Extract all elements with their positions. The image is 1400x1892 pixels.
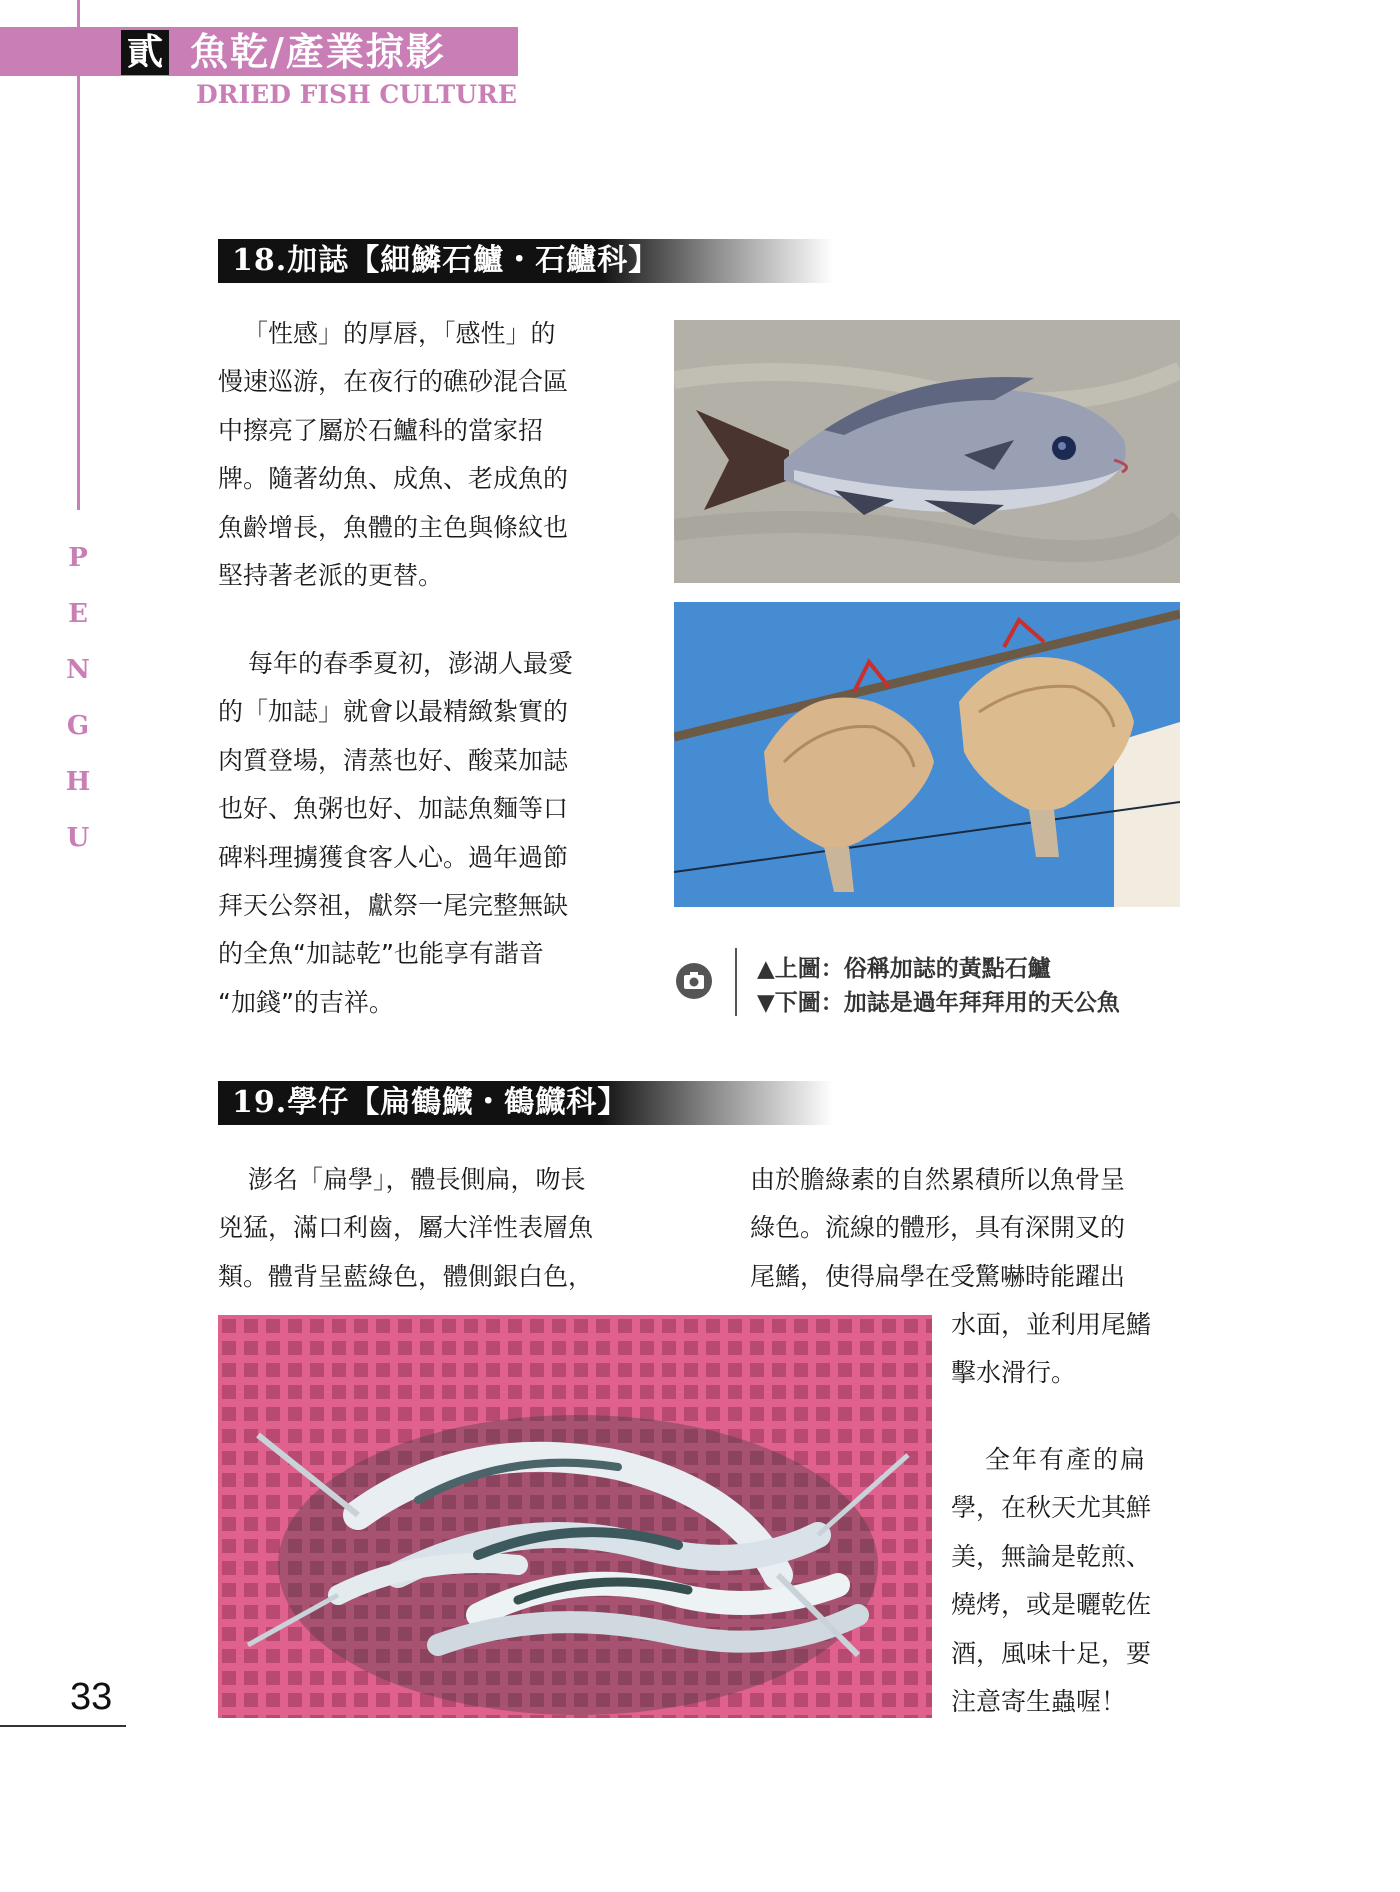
text-line: 堅持著老派的更替。 [218,561,444,591]
chapter-subtitle: DRIED FISH CULTURE [196,80,517,109]
section19-paragraph-2 [951,1436,1151,1726]
page-number: 33 [70,1676,113,1718]
text-line: 由於膽綠素的自然累積所以魚骨呈 [750,1165,1126,1194]
caption-top: ▲上圖：俗稱加誌的黃點石鱸 [757,956,1051,982]
text-line: 學，在秋天尤其鮮 [951,1493,1152,1523]
side-letter: H [65,767,91,797]
caption-divider [735,948,737,1016]
text-line: 肉質登場，清蒸也好、酸菜加誌 [218,745,569,775]
side-letter: G [66,711,90,741]
text-line: 魚齡增長，魚體的主色與條紋也 [218,512,569,542]
photo-needlefish-basket [218,1315,932,1718]
text-line: 綠色。流線的體形，具有深開叉的 [750,1213,1126,1243]
text-line: 全年有產的扁 [985,1445,1148,1474]
section19-right-column [750,1156,1125,1301]
side-letter: N [66,655,90,685]
text-line: 美，無論是乾煎、 [951,1541,1152,1571]
photo-grunt-fish [674,320,1180,583]
section-heading-18 [218,239,833,283]
page-number-rule [0,1725,126,1727]
text-line: 水面，並利用尾鰭 [951,1310,1152,1339]
side-letter: P [68,543,88,573]
section-heading-text: 18.加誌【細鱗石鱸・石鱸科】 [232,243,660,278]
text-line: 燒烤，或是曬乾佐 [951,1590,1152,1620]
text-line: 澎名「扁學」，體長側扁，吻長 [248,1165,586,1194]
side-letter: U [66,823,90,853]
text-line: 的「加誌」就會以最精緻紮實的 [218,697,569,727]
text-line: 「性感」的厚唇，「感性」的 [243,319,556,348]
text-line: 注意寄生蟲喔！ [951,1687,1127,1717]
chapter-title: 魚乾/產業掠影 [190,29,446,74]
text-line: 尾鰭，使得扁學在受驚嚇時能躍出 [750,1261,1126,1291]
text-line: 酒，風味十足，要 [951,1638,1152,1668]
text-line: 牌。隨著幼魚、成魚、老成魚的 [218,464,569,494]
chapter-badge: 貳 [121,30,169,75]
section18-paragraph-2 [218,640,573,1027]
section-heading-19 [218,1081,833,1125]
section18-paragraph-1 [218,310,568,600]
text-line: “加錢”的吉祥。 [218,987,394,1017]
section19-narrow-column [951,1301,1151,1398]
text-line: 碑料理擄獲食客人心。過年過節 [218,842,569,872]
text-line: 也好、魚粥也好、加誌魚麵等口 [218,794,569,824]
text-line: 兇猛，滿口利齒，屬大洋性表層魚 [218,1213,594,1243]
section19-left-column [218,1156,593,1301]
margin-rule [77,0,80,510]
text-line: 每年的春季夏初，澎湖人最愛 [248,649,574,678]
text-line: 拜天公祭祖，獻祭一尾完整無缺 [218,891,569,921]
side-vertical-word [58,530,98,866]
section-heading-text: 19.學仔【扁鶴鱵・鶴鱵科】 [232,1085,629,1120]
camera-icon [676,963,712,999]
photo-dried-fish-hanging [674,602,1180,907]
side-letter: E [68,599,88,629]
text-line: 中擦亮了屬於石鱸科的當家招 [218,415,544,445]
text-line: 的全魚“加誌乾”也能享有諧音 [218,939,544,969]
caption-bottom: ▼下圖：加誌是過年拜拜用的天公魚 [757,990,1120,1016]
text-line: 類。體背呈藍綠色，體側銀白色， [218,1261,594,1291]
text-line: 擊水滑行。 [951,1358,1077,1388]
text-line: 慢速巡游，在夜行的礁砂混合區 [218,367,569,397]
